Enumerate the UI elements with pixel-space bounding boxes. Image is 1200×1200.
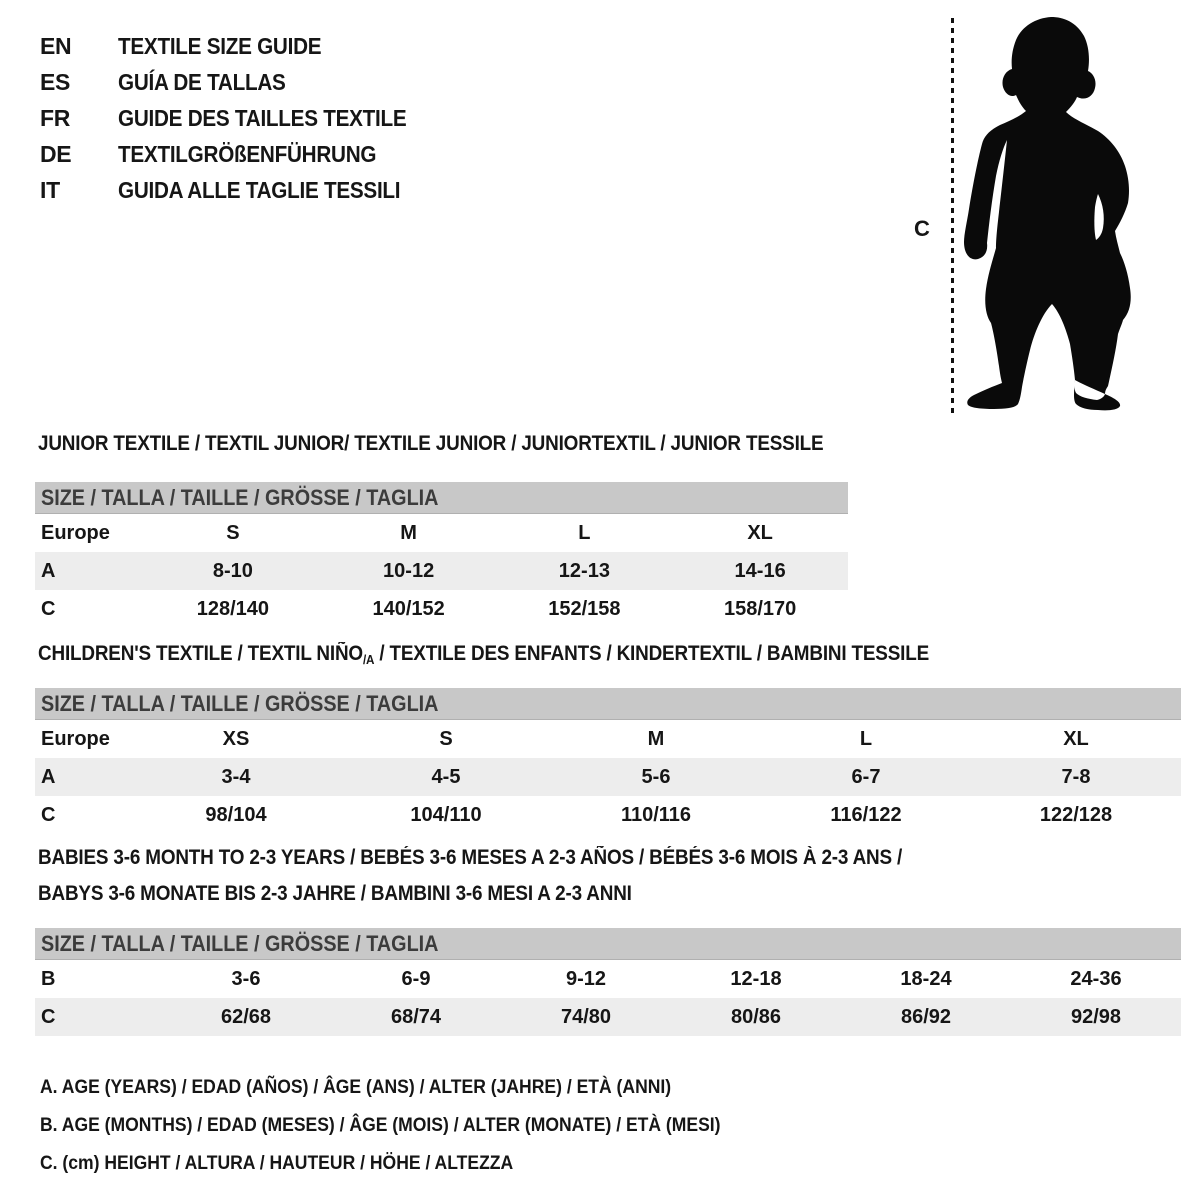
value-cell: 6-9 (401, 968, 431, 990)
value-cell: 128/140 (196, 598, 270, 620)
value-cell: M (400, 522, 417, 544)
value-cell: 158/170 (723, 598, 797, 620)
junior-size-table (35, 482, 848, 628)
babies-section-title-line2 (38, 882, 698, 906)
size-header-bar (35, 688, 1181, 720)
children-size-table (35, 688, 1181, 834)
language-row-es (40, 64, 439, 100)
size-header-bar (35, 928, 1181, 960)
value-cell: 62/68 (220, 1006, 272, 1028)
value-cell: 80/86 (730, 1006, 782, 1028)
size-header-label: SIZE / TALLA / TAILLE / GRÖSSE / TAGLIA (41, 485, 439, 510)
babies-title-text-line2: BABYS 3-6 MONATE BIS 2-3 JAHRE / BAMBINI 3-6 MESI A 2-3 ANNI (38, 882, 632, 905)
value-cell: XS (222, 728, 250, 750)
value-cell: 104/110 (410, 804, 482, 826)
language-row-en (40, 28, 439, 64)
value-cell: S (226, 522, 240, 544)
value-cell: 7-8 (1061, 766, 1091, 788)
value-cell: 24-36 (1070, 968, 1122, 990)
language-row-it (40, 172, 439, 208)
language-code: FR (40, 105, 71, 131)
height-measure-label: C (914, 216, 930, 241)
measure-legend (40, 1068, 796, 1182)
language-code: ES (40, 69, 71, 95)
babies-title-text-line1: BABIES 3-6 MONTH TO 2-3 YEARS / BEBÉS 3-6 MESES A 2-3 AÑOS / BÉBÉS 3-6 MOIS À 2-3 ANS / (38, 846, 903, 869)
size-header-bar (35, 482, 848, 514)
size-header-label: SIZE / TALLA / TAILLE / GRÖSSE / TAGLIA (41, 931, 439, 956)
language-code: IT (40, 177, 60, 203)
table-row-height (35, 796, 1181, 834)
legend-line-c (40, 1144, 796, 1182)
toddler-silhouette-icon (958, 14, 1140, 416)
value-cell: 3-6 (231, 968, 261, 990)
row-label-cell: A (41, 560, 56, 582)
legend-text-a: A. AGE (YEARS) / EDAD (AÑOS) / ÂGE (ANS) / ALTER (JAHRE) / ETÀ (ANNI) (40, 1076, 672, 1098)
table-row-height (35, 590, 848, 628)
guide-title-fr: GUIDE DES TAILLES TEXTILE (118, 105, 407, 131)
height-dashed-line (951, 18, 954, 416)
junior-title-text: JUNIOR TEXTILE / TEXTIL JUNIOR/ TEXTILE JUNIOR / JUNIORTEXTIL / JUNIOR TESSILE (38, 432, 824, 455)
value-cell: 14-16 (734, 560, 786, 582)
guide-title-it: GUIDA ALLE TAGLIE TESSILI (118, 177, 401, 203)
value-cell: 98/104 (205, 804, 267, 826)
size-header-label: SIZE / TALLA / TAILLE / GRÖSSE / TAGLIA (41, 691, 439, 716)
language-row-de (40, 136, 439, 172)
row-label-cell: Europe (41, 728, 110, 750)
guide-title-en: TEXTILE SIZE GUIDE (118, 33, 322, 59)
value-cell: 8-10 (212, 560, 253, 582)
value-cell: L (859, 728, 873, 750)
value-cell: 86/92 (900, 1006, 952, 1028)
table-row-age-months (35, 960, 1181, 998)
value-cell: 152/158 (548, 598, 621, 620)
value-cell: 9-12 (565, 968, 607, 990)
language-code: EN (40, 33, 72, 59)
value-cell: 92/98 (1070, 1006, 1122, 1028)
table-row-height (35, 998, 1181, 1036)
value-cell: 140/152 (372, 598, 445, 620)
value-cell: 4-5 (431, 766, 461, 788)
children-title-subscript: /A (362, 652, 375, 667)
value-cell: 10-12 (383, 560, 435, 582)
guide-title-es: GUÍA DE TALLAS (118, 69, 286, 95)
legend-text-c: C. (cm) HEIGHT / ALTURA / HAUTEUR / HÖHE / ALTEZZA (40, 1152, 514, 1174)
row-label-cell: C (41, 1006, 56, 1028)
table-row-sizes (35, 514, 848, 552)
value-cell: 12-13 (558, 560, 610, 582)
babies-section-title-line1 (38, 846, 998, 870)
table-row-age (35, 552, 848, 590)
junior-section-title (38, 432, 911, 456)
language-title-list (40, 28, 439, 208)
legend-line-a (40, 1068, 796, 1106)
language-row-fr (40, 100, 439, 136)
value-cell: 3-4 (221, 766, 251, 788)
row-label-cell: Europe (41, 522, 110, 544)
value-cell: 6-7 (851, 766, 881, 788)
value-cell: XL (747, 522, 773, 544)
value-cell: M (647, 728, 665, 750)
value-cell: XL (1063, 728, 1089, 750)
value-cell: 116/122 (830, 804, 902, 826)
legend-line-b (40, 1106, 796, 1144)
language-code: DE (40, 141, 72, 167)
babies-size-table (35, 928, 1181, 1036)
row-label-cell: C (41, 804, 56, 826)
row-label-cell: B (41, 968, 56, 990)
table-row-age (35, 758, 1181, 796)
guide-title-de: TEXTILGRÖßENFÜHRUNG (118, 141, 377, 167)
children-section-title (38, 642, 1028, 667)
row-label-cell: A (41, 766, 56, 788)
row-label-cell: C (41, 598, 56, 620)
children-title-text: CHILDREN'S TEXTILE / TEXTIL $NIÑO_{/A}$ / TEXTILE DES ENFANTS / KINDERTEXTIL / BAMBINI TESSILE (38, 642, 930, 667)
value-cell: 5-6 (641, 766, 671, 788)
value-cell: 110/116 (620, 804, 692, 826)
value-cell: S (439, 728, 453, 750)
legend-text-b: B. AGE (MONTHS) / EDAD (MESES) / ÂGE (MOIS) / ALTER (MONATE) / ETÀ (MESI) (40, 1114, 721, 1136)
value-cell: 122/128 (1039, 804, 1113, 826)
value-cell: 68/74 (390, 1006, 442, 1028)
value-cell: 18-24 (900, 968, 952, 990)
table-row-sizes (35, 720, 1181, 758)
value-cell: L (578, 522, 591, 544)
value-cell: 74/80 (560, 1006, 612, 1028)
value-cell: 12-18 (730, 968, 782, 990)
